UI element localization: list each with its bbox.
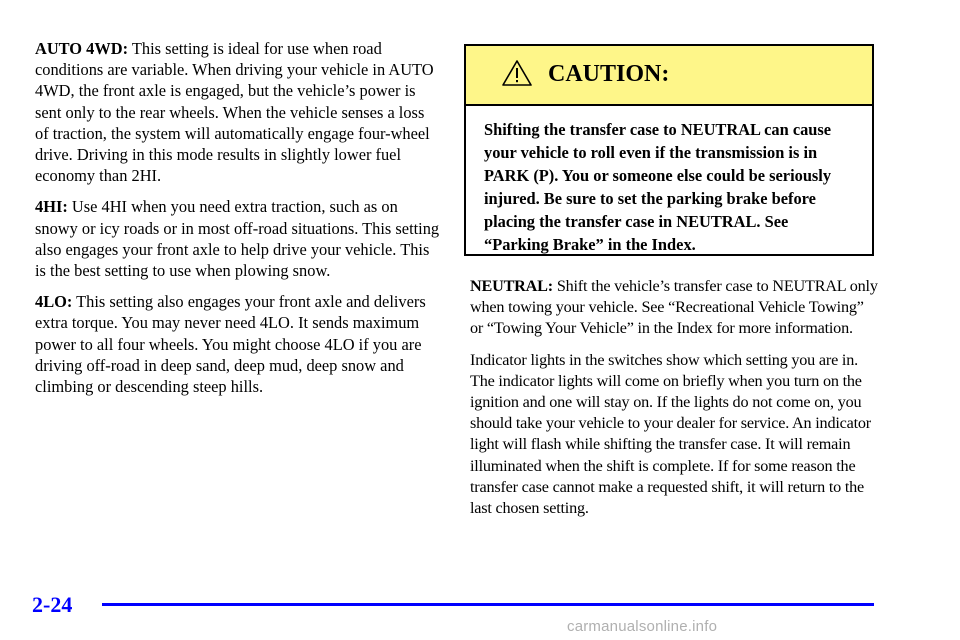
lo4-label: 4LO: <box>35 292 73 312</box>
caution-header <box>466 46 872 106</box>
warning-triangle-icon <box>502 60 532 86</box>
hi4-paragraph <box>35 196 440 281</box>
hi4-text: Use 4HI when you need extra traction, such as on snowy or icy roads or in most off-road situations. This setting also engages your front axle to help drive your vehicle. This is the best setting to use when plowing snow. <box>35 197 440 281</box>
left-column <box>35 38 440 407</box>
hi4-label: 4HI: <box>35 197 68 217</box>
neutral-paragraph <box>470 276 880 340</box>
auto4wd-paragraph <box>35 38 440 186</box>
neutral-text: Shift the vehicle’s transfer case to NEUTRAL only when towing your vehicle. See “Recreational Vehicle Towing” or “Towing Your Vehicle” in the Index for more information. <box>470 277 878 338</box>
caution-title: CAUTION: <box>548 61 670 87</box>
auto4wd-text: This setting is ideal for use when road conditions are variable. When driving your vehicle in AUTO 4WD, the front axle is engaged, but the vehicle’s power is sent only to the rear wheels. When the vehicle senses a loss of traction, the system will automatically engage four-wheel drive. Driving in this mode results in slightly lower fuel economy than 2HI. <box>35 39 434 186</box>
caution-text: Shifting the transfer case to NEUTRAL can cause your vehicle to roll even if the transmission is in PARK (P). You or someone else could be seriously injured. Be sure to set the parking brake before placing the transfer case in NEUTRAL. See “Parking Brake” in the Index. <box>484 120 832 254</box>
page-number: 2-24 <box>32 592 73 617</box>
indicator-paragraph: Indicator lights in the switches show which setting you are in. The indicator lights will come on briefly when you turn on the ignition and one will stay on. If the lights do not come on, you should take your vehicle to your dealer for service. An indicator light will flash while shifting the transfer case. It will remain illuminated when the shift is complete. If for some reason the transfer case cannot make a requested shift, it will return to the last chosen setting. <box>470 350 871 518</box>
right-column <box>470 276 880 529</box>
lo4-paragraph <box>35 291 440 397</box>
neutral-label: NEUTRAL: <box>470 277 553 295</box>
auto4wd-label: AUTO 4WD: <box>35 39 129 58</box>
watermark: carmanualsonline.info <box>567 618 718 635</box>
lo4-text: This setting also engages your front axle and delivers extra torque. You may never need 4LO. It sends maximum power to all four wheels. You might choose 4LO if you are driving off-road in deep sand, deep mud, deep snow and climbing or descending steep hills. <box>35 292 426 397</box>
footer-divider <box>102 603 874 606</box>
caution-box <box>464 44 874 256</box>
